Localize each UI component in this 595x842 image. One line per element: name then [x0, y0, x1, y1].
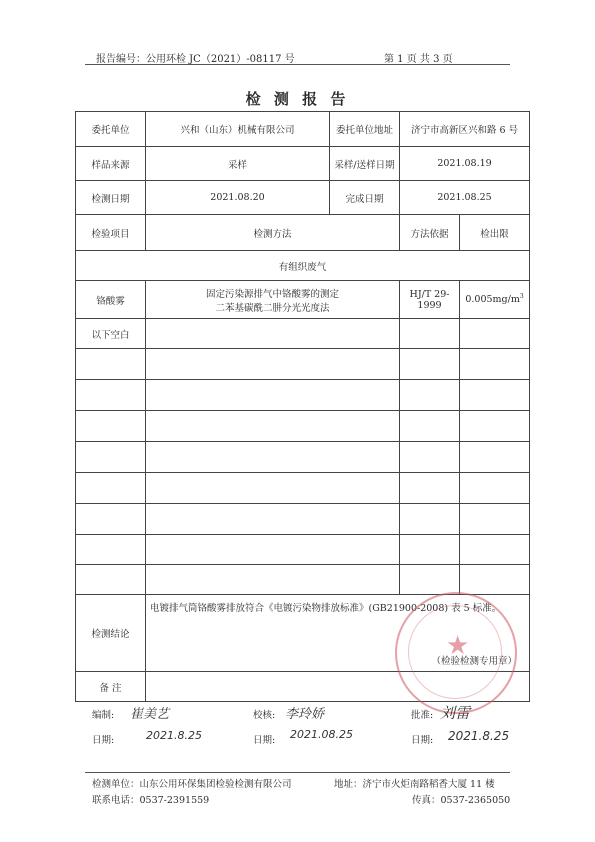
blank-note: 以下空白	[76, 319, 146, 349]
finish-date-value: 2021.08.25	[400, 181, 530, 215]
table-row	[76, 349, 530, 380]
table-row	[76, 442, 530, 473]
footer-org: 检测单位：山东公用环保集团检验检测有限公司	[92, 779, 292, 790]
row1-item: 铬酸雾	[76, 281, 146, 319]
source-label: 样品来源	[76, 147, 146, 181]
source-value: 采样	[146, 147, 330, 181]
section-title: 有组织废气	[76, 251, 530, 281]
row1-limit-sup: 3	[519, 293, 524, 301]
approved-date-label: 日期:	[411, 735, 434, 746]
footer-address: 地址：济宁市火炬南路稻香大厦 11 楼	[334, 779, 495, 790]
test-date-value: 2021.08.20	[146, 181, 330, 215]
compiled-date-label: 日期:	[92, 735, 115, 746]
report-number: 报告编号：公用环检 JC（2021）-08117 号	[96, 54, 295, 65]
checked-date-label: 日期:	[253, 735, 276, 746]
col-basis: 方法依据	[400, 215, 460, 251]
col-item: 检验项目	[76, 215, 146, 251]
table-row	[76, 319, 530, 349]
table-row	[76, 473, 530, 504]
approved-date: 2021.8.25	[448, 729, 510, 743]
row1-limit-value: 0.005mg/m	[465, 294, 520, 306]
address-value: 济宁市高新区兴和路 6 号	[400, 112, 530, 147]
footer-rule	[85, 772, 510, 773]
col-limit: 检出限	[460, 215, 530, 251]
table-row	[76, 411, 530, 442]
footer-fax: 传真：0537-2365050	[412, 795, 511, 806]
sample-date-label: 采样/送样日期	[330, 147, 400, 181]
row1-method-line2: 二苯基碳酰二肼分光光度法	[215, 302, 330, 314]
table-row	[76, 504, 530, 535]
table-row	[76, 565, 530, 595]
sample-date-value: 2021.08.19	[400, 147, 530, 181]
conclusion-text: 电镀排气筒铬酸雾排放符合《电镀污染物排放标准》(GB21900-2008) 表 5 标准。	[150, 603, 502, 614]
row1-limit	[460, 281, 530, 319]
row1-method-line1: 固定污染源排气中铬酸雾的测定	[206, 288, 340, 300]
row1-basis: HJ/T 29-1999	[400, 281, 460, 319]
seal-star-icon: ★	[446, 631, 470, 661]
address-label: 委托单位地址	[330, 112, 400, 147]
table-row	[76, 181, 530, 215]
compiled-date: 2021.8.25	[146, 729, 202, 742]
approved-label: 批准:	[411, 710, 434, 721]
table-row	[76, 251, 530, 281]
test-date-label: 检测日期	[76, 181, 146, 215]
checked-label: 校核:	[253, 710, 276, 721]
table-row	[76, 281, 530, 319]
checked-date: 2021.08.25	[290, 728, 353, 741]
finish-date-label: 完成日期	[330, 181, 400, 215]
compiled-signature: 崔美艺	[130, 707, 170, 722]
table-row	[76, 215, 530, 251]
row1-method	[146, 281, 400, 319]
client-label: 委托单位	[76, 112, 146, 147]
approved-signature: 刘雷	[440, 704, 471, 722]
table-row	[76, 380, 530, 411]
col-method: 检测方法	[146, 215, 400, 251]
table-row	[76, 147, 530, 181]
remark-label: 备 注	[76, 672, 146, 702]
conclusion-label: 检测结论	[76, 595, 146, 672]
page-info: 第 1 页 共 3 页	[384, 54, 453, 65]
table-row	[76, 535, 530, 565]
stamp-note: （检验检测专用章）	[431, 656, 518, 667]
report-title: 检 测 报 告	[245, 90, 350, 108]
table-row	[76, 112, 530, 147]
footer-phone: 联系电话：0537-2391559	[92, 795, 210, 806]
compiled-label: 编制:	[92, 710, 115, 721]
header-rule	[85, 64, 510, 65]
checked-signature: 李玲娇	[285, 707, 325, 722]
client-value: 兴和（山东）机械有限公司	[146, 112, 330, 147]
